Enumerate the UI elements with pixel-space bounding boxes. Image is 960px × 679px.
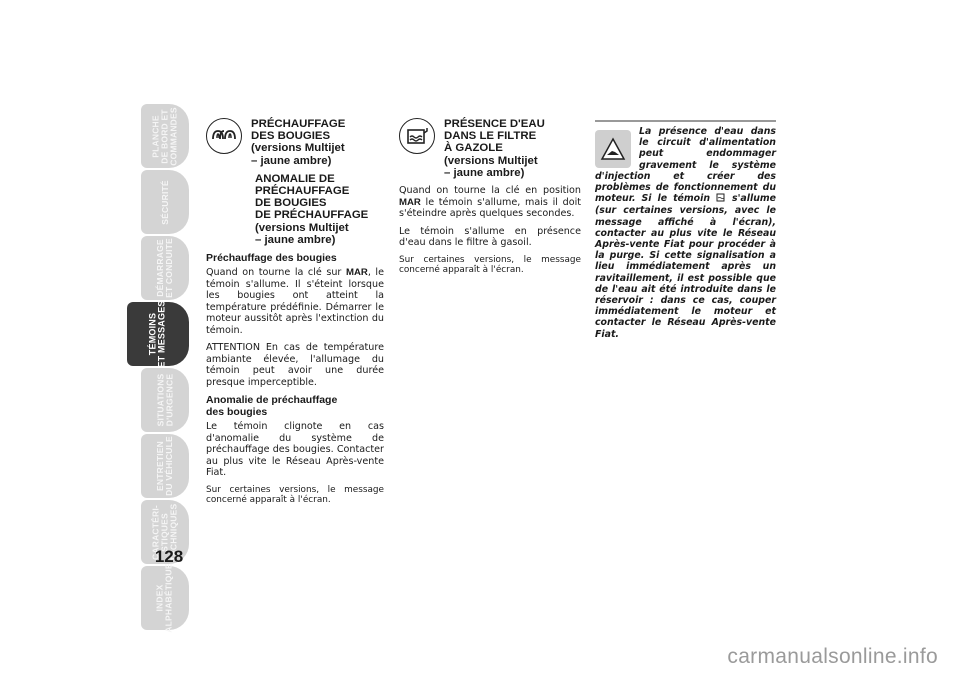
paragraph-text: le témoin s'allume, mais il doit s'éteindre après quelques secondes. bbox=[399, 196, 581, 220]
tab-label: SÉCURITÉ bbox=[159, 179, 170, 225]
section-title bbox=[444, 118, 545, 179]
page-number: 128 bbox=[154, 547, 184, 566]
section-title-anomaly bbox=[255, 173, 384, 246]
title-line: PRÉCHAUFFAGE bbox=[251, 118, 346, 130]
title-line: DE PRÉCHAUFFAGE bbox=[255, 209, 369, 222]
title-line: ANOMALIE DE bbox=[255, 172, 335, 185]
tab-situations-urgence[interactable] bbox=[141, 368, 189, 432]
warning-text-part: La présence d'eau dans le circuit d'alimentation peut endommager gravement le système d'injection et créer des problèmes de fonctionnement du moteur. Si le témoin bbox=[595, 126, 776, 205]
title-line: DANS LE FILTRE bbox=[444, 130, 537, 143]
tab-label: CARACTÉRI- STIQUES TECHNIQUES bbox=[150, 503, 179, 561]
paragraph: Le témoin clignote en cas d'anomalie du système de préchauffage des bougies. Contacter au plus vite le Réseau Après-vente Fiat. bbox=[206, 421, 384, 479]
tab-label: ENTRETIEN DU VÉHICULE bbox=[155, 436, 175, 496]
title-line: – jaune ambre) bbox=[255, 233, 336, 246]
paragraph bbox=[206, 267, 384, 336]
title-line: DES BOUGIES bbox=[251, 130, 331, 143]
tab-temoins-messages[interactable] bbox=[127, 302, 189, 366]
tab-label: TÉMOINS ET MESSAGES bbox=[148, 300, 167, 368]
tab-label: DÉMARRAGE ET CONDUITE bbox=[155, 238, 174, 298]
paragraph: Le témoin s'allume en présence d'eau dans le filtre à gasoil. bbox=[399, 225, 581, 249]
water-in-fuel-icon bbox=[399, 118, 435, 154]
glow-plug-icon bbox=[206, 118, 242, 154]
title-line: À GAZOLE bbox=[444, 142, 503, 155]
tab-demarrage[interactable] bbox=[141, 236, 189, 300]
section-header bbox=[399, 118, 581, 179]
tab-planche-de-bord[interactable] bbox=[141, 104, 189, 168]
warning-text-part: s'allume (sur certaines versions, avec le message affiché à l'écran), contacter au plus vite le Réseau Après-vente Fiat pour procéder à la purge. Si cette signalisation a lieu immédiatement après un ravitaillement, il est possible que de l'eau ait été introduite dans le réservoir : dans ce cas, couper immédiatement le moteur et contacter le Réseau Après-vente Fiat. bbox=[595, 193, 776, 340]
warning-triangle-icon bbox=[595, 130, 631, 168]
title-line: (versions Multijet bbox=[444, 154, 538, 167]
watermark: carmanualsonline.info bbox=[727, 645, 938, 668]
tab-securite[interactable] bbox=[141, 170, 189, 234]
column-water-in-filter bbox=[399, 118, 581, 282]
column-glow-plugs bbox=[206, 118, 384, 512]
paragraph-attention: ATTENTION En cas de température ambiante élevée, l'allumage du témoin peut avoir une durée presque imperceptible. bbox=[206, 342, 384, 388]
title-line: PRÉSENCE D'EAU bbox=[444, 118, 545, 130]
section-header bbox=[206, 118, 384, 167]
subheading-anomaly: Anomalie de préchauffage des bougies bbox=[206, 394, 338, 419]
title-line: – jaune ambre) bbox=[251, 154, 332, 167]
key-position: MAR bbox=[399, 196, 421, 208]
subheading-preheating: Préchauffage des bougies bbox=[206, 252, 337, 265]
warning-box bbox=[595, 118, 776, 340]
title-line: – jaune ambre) bbox=[444, 166, 525, 179]
paragraph-text: Quand on tourne la clé en position bbox=[399, 185, 581, 197]
section-title bbox=[251, 118, 345, 167]
water-in-fuel-icon bbox=[716, 193, 726, 205]
title-line: (versions Multijet bbox=[251, 142, 345, 155]
tab-label: SITUATIONS D'URGENCE bbox=[155, 373, 174, 427]
paragraph-text: Quand on tourne la clé sur bbox=[206, 267, 346, 279]
key-position: MAR bbox=[345, 267, 368, 279]
title-line: (versions Multijet bbox=[255, 221, 349, 234]
tab-entretien[interactable] bbox=[141, 434, 189, 498]
tab-index[interactable] bbox=[141, 563, 189, 633]
tab-label: INDEX ALPHABÉTIQUE bbox=[155, 563, 174, 633]
paragraph-text: , le témoin s'allume. Il s'éteint lorsque les bougies ont atteint la température prédéfinie. Démarrer le moteur aussitôt après l'extinction du témoin. bbox=[206, 267, 385, 336]
paragraph-note: Sur certaines versions, le message concerné apparaît à l'écran. bbox=[206, 484, 384, 506]
paragraph bbox=[399, 185, 581, 220]
tab-label: PLANCHE DE BORD ET COMMANDES bbox=[150, 106, 179, 166]
paragraph-note: Sur certaines versions, le message concerné apparaît à l'écran. bbox=[399, 254, 581, 276]
title-line: DE BOUGIES bbox=[255, 197, 327, 210]
warning-text bbox=[595, 126, 776, 340]
title-line: PRÉCHAUFFAGE bbox=[255, 185, 350, 198]
